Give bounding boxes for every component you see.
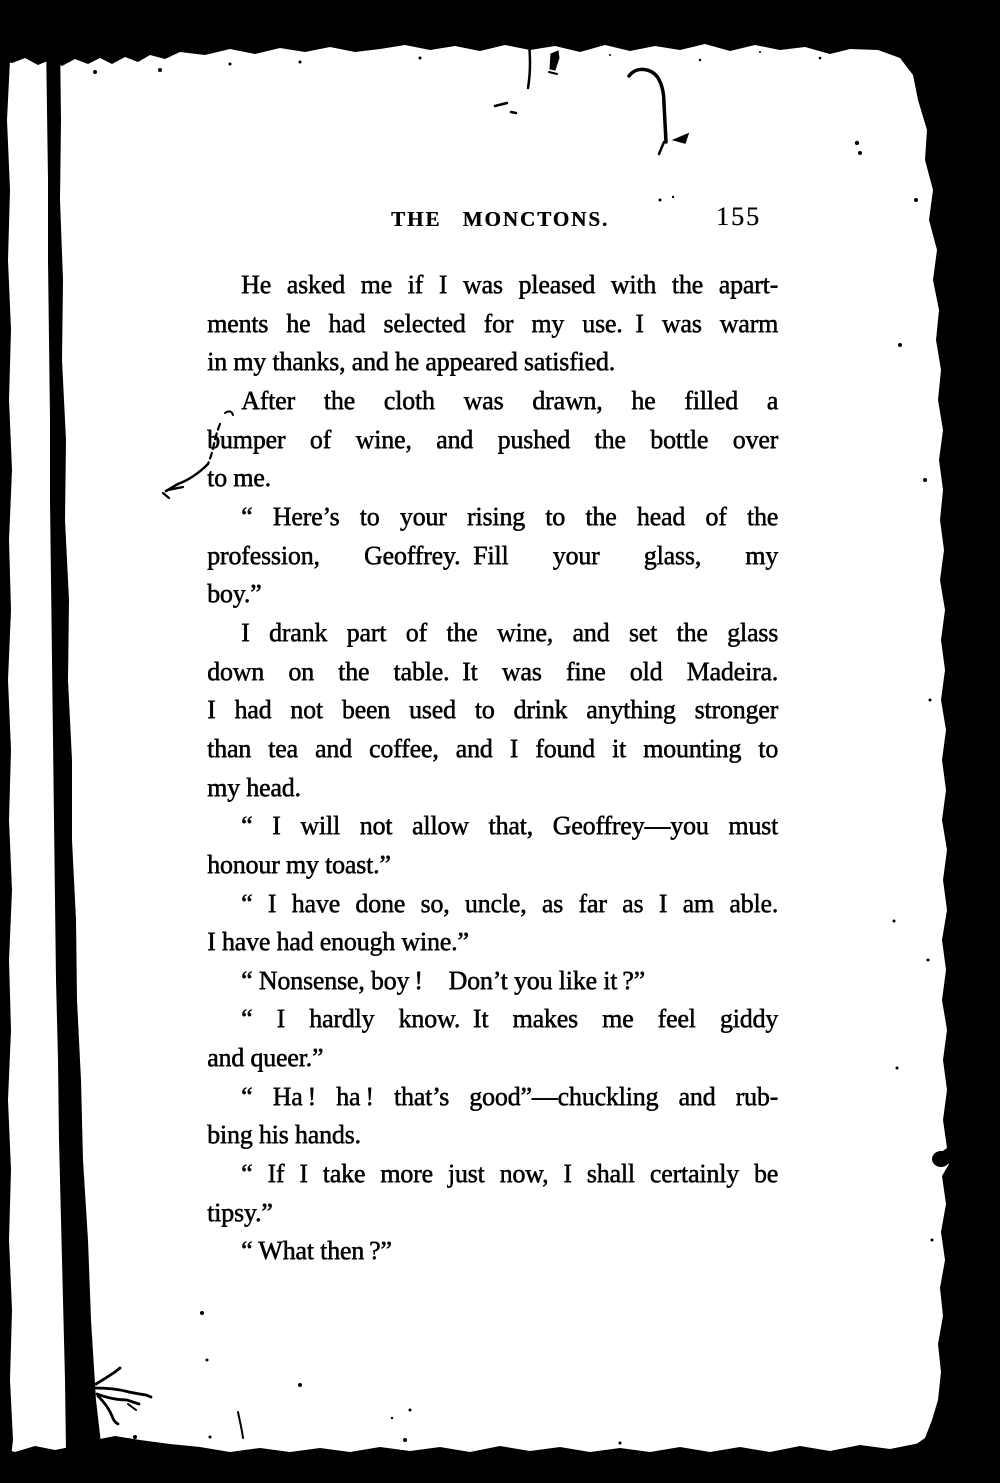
text-line: profession, Geoffrey. Fill your glass, my — [207, 540, 778, 570]
text-line: I drank part of the wine, and set the glass — [241, 617, 778, 647]
text-line: “ I will not allow that, Geoffrey—you must — [241, 811, 778, 841]
text-line: boy.” — [207, 579, 262, 609]
text-line: “ What then ?” — [241, 1236, 392, 1266]
bottom-left-squiggle-mark — [95, 1368, 151, 1424]
scan-border-top — [0, 0, 1000, 90]
text-line: my head. — [207, 772, 301, 802]
text-line: and queer.” — [207, 1043, 324, 1073]
scan-border-left — [0, 0, 13, 1483]
ink-blob — [932, 1151, 950, 1167]
text-line: “ If I take more just now, I shall certainly be — [241, 1159, 778, 1189]
text-line: “ I hardly know. It makes me feel giddy — [241, 1004, 778, 1034]
text-line: “ Ha ! ha ! that’s good”—chuckling and rub- — [241, 1081, 778, 1111]
text-line: “ Nonsense, boy ! Don’t you like it ?” — [241, 965, 645, 995]
text-line: tipsy.” — [207, 1197, 273, 1227]
text-line: I had not been used to drink anything stronger — [207, 695, 778, 725]
page-number: 155 — [716, 202, 761, 231]
text-line: bumper of wine, and pushed the bottle over — [207, 424, 778, 454]
text-line: ments he had selected for my use. I was warm — [207, 308, 778, 338]
text-line: honour my toast.” — [207, 849, 391, 879]
gutter-shadow-bar — [46, 40, 102, 1452]
page-text — [207, 266, 778, 1271]
top-hook-mark — [629, 69, 688, 154]
scan-border-bottom — [0, 1436, 1000, 1483]
text-line: He asked me if I was pleased with the apart- — [241, 270, 778, 299]
text-line: “ Here’s to your rising to the head of the — [241, 501, 778, 531]
text-line: “ I have done so, uncle, as far as I am able. — [241, 888, 778, 918]
text-line: After the cloth was drawn, he filled a — [241, 385, 778, 415]
running-title: THE MONCTONS. — [391, 207, 610, 231]
bottom-center-tick-mark — [238, 1412, 243, 1438]
text-line: to me. — [207, 463, 271, 493]
text-line: down on the table. It was fine old Madeira. — [207, 656, 778, 686]
text-line: I have had enough wine.” — [207, 927, 469, 957]
text-line: in my thanks, and he appeared satisfied. — [207, 347, 615, 377]
top-center-line-mark — [495, 42, 559, 113]
scan-border-right — [870, 0, 1000, 1483]
smudge-colon — [855, 141, 862, 155]
text-line: than tea and coffee, and I found it mounting to — [207, 733, 778, 763]
text-line: bing his hands. — [207, 1120, 361, 1150]
